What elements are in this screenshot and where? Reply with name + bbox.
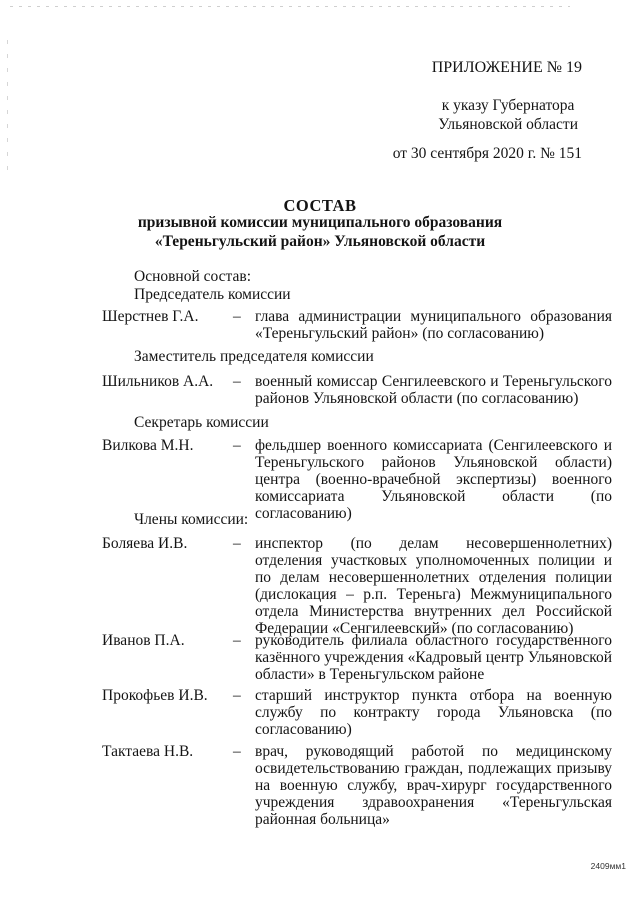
document-code: 2409мм1 bbox=[590, 861, 626, 871]
document-subtitle-line-1: призывной комиссии муниципального образования bbox=[137, 214, 503, 231]
scan-artifact-top bbox=[10, 6, 570, 7]
member-name: Вилкова М.Н. bbox=[102, 437, 194, 454]
section-members: Члены комиссии: bbox=[134, 511, 249, 528]
member-name: Шерстнев Г.А. bbox=[102, 308, 199, 325]
section-chairman: Председатель комиссии bbox=[134, 286, 291, 303]
member-position: старший инструктор пункта отбора на военную службу по контракту города Ульяновска (по согласованию) bbox=[255, 687, 612, 738]
member-dash: – bbox=[233, 535, 241, 552]
section-deputy: Заместитель председателя комиссии bbox=[134, 348, 374, 365]
member-dash: – bbox=[233, 743, 241, 760]
section-main-composition: Основной состав: bbox=[134, 268, 252, 285]
member-dash: – bbox=[233, 687, 241, 704]
member-position: инспектор (по делам несовершеннолетних) отделения участковых уполномоченных полиции и по делам несовершеннолетних отделения полиции (дислокация – р.п. Тереньга) Межмуниципального отдела Министерства внутренних дел Российской Федерации «Сенгилеевский» (по согласованию) bbox=[255, 535, 612, 637]
decree-date: от 30 сентября 2020 г. № 151 bbox=[392, 145, 582, 162]
member-dash: – bbox=[233, 373, 241, 390]
member-position: военный комиссар Сенгилеевского и Тереньгульского районов Ульяновской области (по согласованию) bbox=[255, 373, 612, 407]
member-name: Шильников А.А. bbox=[102, 373, 214, 390]
appendix-number: ПРИЛОЖЕНИЕ № 19 bbox=[431, 59, 582, 76]
member-dash: – bbox=[233, 437, 241, 454]
member-name: Боляева И.В. bbox=[102, 535, 188, 552]
decree-line-1: к указу Губернатора bbox=[441, 97, 575, 114]
member-dash: – bbox=[233, 632, 241, 649]
member-dash: – bbox=[233, 308, 241, 325]
member-position: руководитель филиала областного государственного казённого учреждения «Кадровый центр Ульяновской области» в Тереньгульском районе bbox=[255, 632, 612, 683]
section-secretary: Секретарь комиссии bbox=[134, 414, 269, 431]
decree-line-2: Ульяновской области bbox=[438, 116, 578, 133]
member-position: фельдшер военного комиссариата (Сенгилеевского и Тереньгульского районов Ульяновской области) центра (военно-врачебной экспертизы) военного комиссариата Ульяновской области (по согласованию) bbox=[255, 437, 612, 522]
document-subtitle-line-2: «Тереньгульский район» Ульяновской области bbox=[154, 233, 486, 250]
decree-reference bbox=[438, 96, 578, 134]
member-name: Иванов П.А. bbox=[102, 632, 185, 649]
scan-artifact-left bbox=[7, 40, 8, 180]
member-name: Тактаева Н.В. bbox=[102, 743, 194, 760]
member-name: Прокофьев И.В. bbox=[102, 687, 208, 704]
document-title: СОСТАВ bbox=[283, 196, 357, 215]
member-position: глава администрации муниципального образования «Тереньгульский район» (по согласованию) bbox=[255, 308, 612, 342]
member-position: врач, руководящий работой по медицинскому освидетельствованию граждан, подлежащих призыву на военную службу, врач-хирург государственного учреждения здравоохранения «Тереньгульская районная больница» bbox=[255, 743, 612, 828]
